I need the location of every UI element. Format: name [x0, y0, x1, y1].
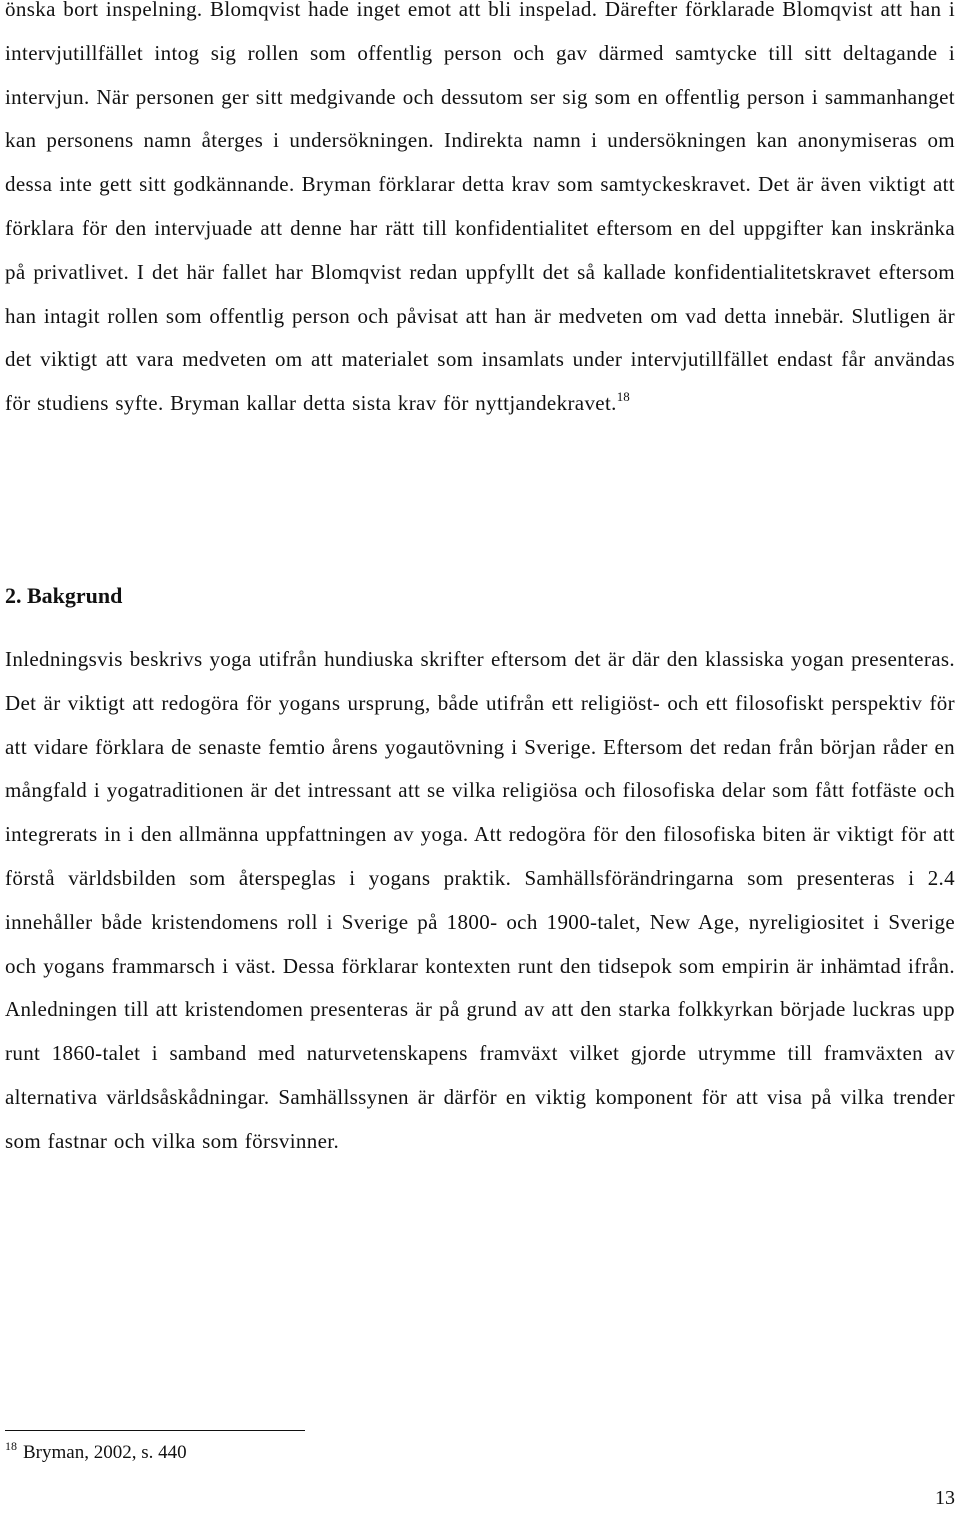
paragraph-text: önska bort inspelning. Blomqvist hade inget emot att bli inspelad. Därefter förklarade Blomqvist att han i intervjutillfället intog sig rollen som offentlig person och gav därmed samtycke till sitt deltagande i intervjun. När personen ger sitt medgivande och dessutom ser sig som en offentlig person i sammanhanget kan personens namn återges i undersökningen. Indirekta namn i undersökningen kan anonymiseras om dessa inte gett sitt godkännande. Bryman förklarar detta krav som samtyckeskravet. Det är även viktigt att förklara för den intervjuade att denne har rätt till konfidentialitet eftersom en del uppgifter kan inskränka på privatlivet. I det här fallet har Blomqvist redan uppfyllt det så kallade konfidentialitetskravet eftersom han intagit rollen som offentlig person och påvisat att han är medveten om vad detta innebär. Slutligen är det viktigt att vara medveten om att materialet som insamlats under intervjutillfället endast får användas för studiens syfte. Bryman kallar detta sista krav för nyttjandekravet. [5, 0, 955, 416]
footnote-number: 18 [5, 1439, 17, 1453]
page-number: 13 [935, 1487, 955, 1509]
footnote [5, 1438, 187, 1468]
body-paragraph [5, 0, 955, 426]
body-paragraph: Inledningsvis beskrivs yoga utifrån hundiuska skrifter eftersom det är där den klassiska yogan presenteras. Det är viktigt att redogöra för yogans ursprung, både utifrån ett religiöst- och ett filosofiskt perspektiv för att vidare förklara de senaste femtio årens yogautövning i Sverige. Eftersom det redan från början råder en mångfald i yogatraditionen är det intressant att se vilka religiösa och filosofiska delar som fått fotfäste och integrerats in i den allmänna uppfattningen av yoga. Att redogöra för den filosofiska biten är viktigt för att förstå världsbilden som återspeglas i yogans praktik. Samhällsförändringarna som presenteras i 2.4 innehåller både kristendomens roll i Sverige på 1800- och 1900-talet, New Age, nyreligiositet i Sverige och yogans frammarsch i väst. Dessa förklarar kontexten runt den tidsepok som empirin är inhämtad ifrån. Anledningen till att kristendomen presenteras är på grund av att den starka folkkyrkan började luckras upp runt 1860-talet i samband med naturvetenskapens framväxt vilket gjorde utrymme till framväxten av alternativa världsåskådningar. Samhällssynen är därför en viktig komponent för att visa på vilka trender som fastnar och vilka som försvinner. [5, 647, 955, 1153]
section-heading: 2. Bakgrund [5, 583, 123, 608]
footnote-text: Bryman, 2002, s. 440 [23, 1442, 187, 1463]
footnote-reference[interactable]: 18 [616, 389, 630, 405]
footnote-divider [5, 1430, 305, 1431]
